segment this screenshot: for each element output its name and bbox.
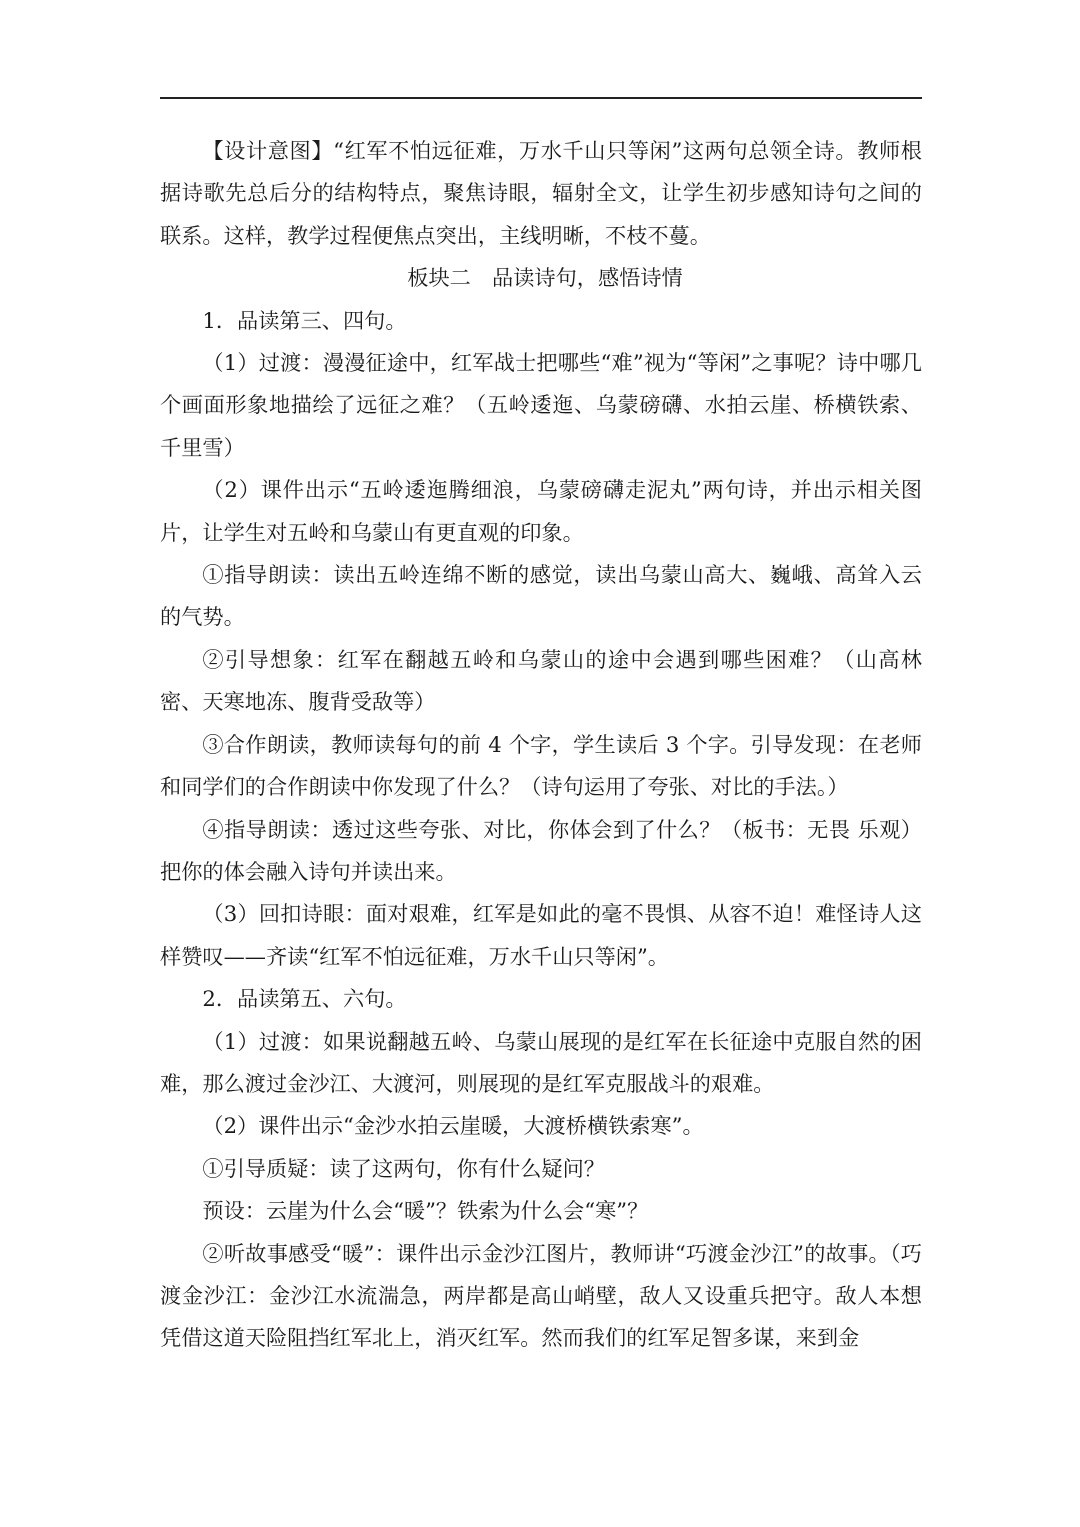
paragraph-2-2-b: ②听故事感受“暖”：课件出示金沙江图片，教师讲“巧渡金沙江”的故事。（巧渡金沙江：金沙江水流湍急，两岸都是高山峭壁，敌人又设重兵把守。敌人本想凭借这道天险阻挡红军北上，消灭红军。然而我们的红军足智多谋，来到金 — [160, 1240, 922, 1351]
paragraph-1-2-b: ②引导想象：红军在翻越五岭和乌蒙山的途中会遇到哪些困难？（山高林密、天寒地冻、腹背受敌等） — [160, 646, 922, 715]
document-body — [160, 130, 922, 1360]
paragraph-1-2-d: ④指导朗读：透过这些夸张、对比，你体会到了什么？（板书：无畏 乐观）把你的体会融入诗句并读出来。 — [160, 816, 922, 884]
section-title: 板块二 品读诗句，感悟诗情 — [407, 265, 683, 291]
design-intent-paragraph: 【设计意图】“红军不怕远征难，万水千山只等闲”这两句总领全诗。教师根据诗歌先总后分的结构特点，聚焦诗眼，辐射全文，让学生初步感知诗句之间的联系。这样，教学过程便焦点突出，主线明晰，不枝不蔓。 — [160, 138, 922, 248]
step-2-heading: 2．品读第五、六句。 — [202, 986, 407, 1012]
paragraph-2-2-a: ①引导质疑：读了这两句，你有什么疑问？ — [202, 1155, 605, 1181]
paragraph-1-2: （2）课件出示“五岭逶迤腾细浪，乌蒙磅礴走泥丸”两句诗，并出示相关图片，让学生对五岭和乌蒙山有更直观的印象。 — [160, 477, 922, 545]
paragraph-1-3: （3）回扣诗眼：面对艰难，红军是如此的毫不畏惧、从容不迫！难怪诗人这样赞叹——齐读“红军不怕远征难，万水千山只等闲”。 — [160, 901, 922, 969]
step-1-heading: 1．品读第三、四句。 — [202, 307, 407, 333]
paragraph-1-2-a: ①指导朗读：读出五岭连绵不断的感觉，读出乌蒙山高大、巍峨、高耸入云的气势。 — [160, 562, 922, 630]
paragraph-1-1: （1）过渡：漫漫征途中，红军战士把哪些“难”视为“等闲”之事呢？诗中哪几个画面形象地描绘了远征之难？（五岭逶迤、乌蒙磅礴、水拍云崖、桥横铁索、千里雪） — [160, 350, 922, 460]
paragraph-2-2-preset: 预设：云崖为什么会“暖”？铁索为什么会“寒”？ — [202, 1198, 649, 1224]
header-rule — [160, 97, 922, 99]
paragraph-2-2: （2）课件出示“金沙水拍云崖暖，大渡桥横铁索寒”。 — [202, 1113, 704, 1139]
paragraph-2-1: （1）过渡：如果说翻越五岭、乌蒙山展现的是红军在长征途中克服自然的困难，那么渡过金沙江、大渡河，则展现的是红军克服战斗的艰难。 — [160, 1028, 922, 1096]
paragraph-1-2-c: ③合作朗读，教师读每句的前 4 个字，学生读后 3 个字。引导发现：在老师和同学们的合作朗读中你发现了什么？（诗句运用了夸张、对比的手法。） — [160, 731, 922, 800]
